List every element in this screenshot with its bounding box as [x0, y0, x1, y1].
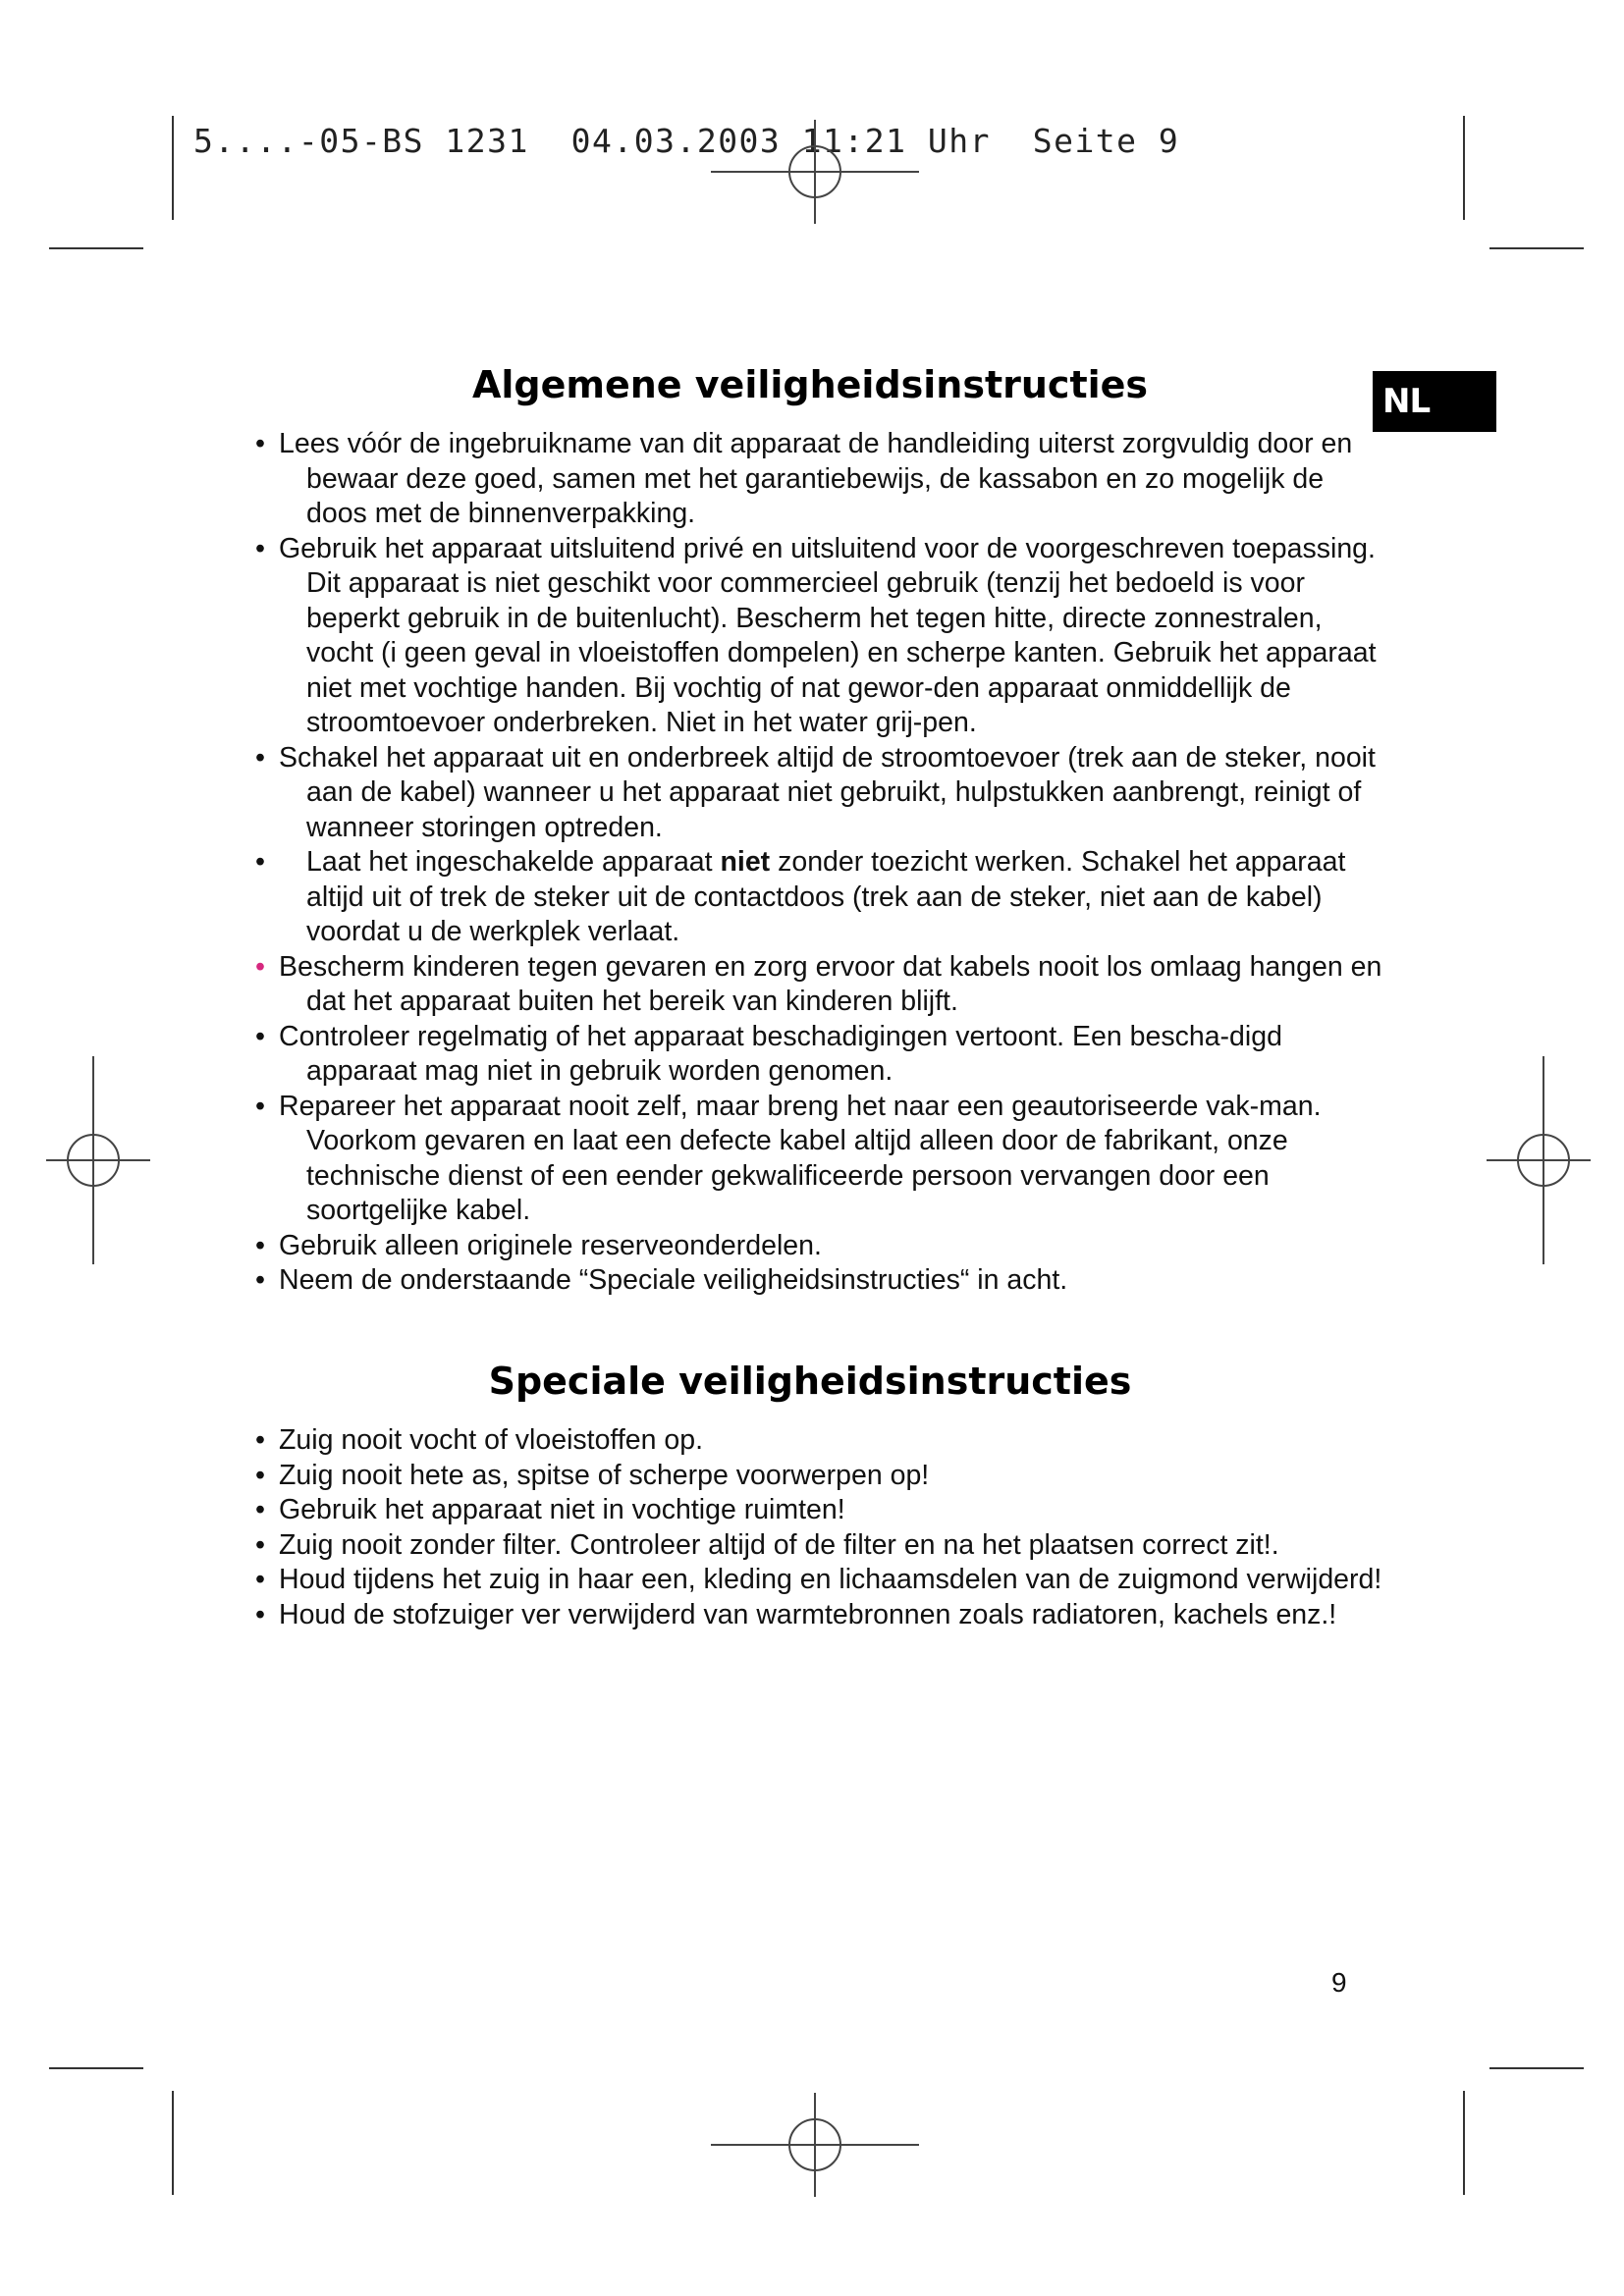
- list-item: • Gebruik het apparaat uitsluitend privé en uitsluitend voor de voorgeschreven toepassing. Dit apparaat is niet geschikt voor commercieel gebruik (tenzij het bedoeld is voor beperkt gebruik in de buitenlucht). Bescherm het tegen hitte, directe zonnestralen, vocht (i geen geval in vloeistoffen dompelen) en scherpe kanten. Gebruik het apparaat niet met vochtige handen. Bij vochtig of nat gewor-den apparaat onmiddellijk de stroomtoevoer onderbreken. Niet in het water grij-pen.: [255, 532, 1377, 738]
- crop-mark-top-left-h: [49, 247, 143, 249]
- list-item: • Houd de stofzuiger ver verwijderd van warmtebronnen zoals radiatoren, kachels enz.!: [255, 1598, 1337, 1630]
- list-item: • Zuig nooit vocht of vloeistoffen op.: [255, 1424, 703, 1456]
- crop-mark-bottom-left: [172, 2091, 174, 2195]
- emphasis-niet: niet: [720, 846, 771, 878]
- crop-mark-bottom-right: [1463, 2091, 1465, 2195]
- list-item: • Repareer het apparaat nooit zelf, maar breng het naar een geautoriseerde vak-man. Voorkom gevaren en laat een defecte kabel altijd alleen door de fabrikant, onze technische dienst of een eender gekwalificeerde persoon vervangen door een soortgelijke kabel.: [255, 1090, 1322, 1226]
- crop-mark-top-right-h: [1489, 247, 1584, 249]
- special-safety-list: [253, 1423, 1382, 1632]
- section-title-special: Speciale veiligheidsinstructies: [488, 1360, 1132, 1403]
- crop-mark-bottom-left-h: [49, 2067, 143, 2069]
- print-header: 5....-05-BS 1231 04.03.2003 11:21 Uhr Seite 9: [193, 122, 1180, 160]
- list-item: • Zuig nooit hete as, spitse of scherpe voorwerpen op!: [255, 1459, 930, 1491]
- registration-mark-top: [707, 118, 923, 226]
- list-item: • Controleer regelmatig of het apparaat beschadigingen vertoont. Een bescha-digd apparaat mag niet in gebruik worden genomen.: [255, 1020, 1282, 1087]
- list-item: • Neem de onderstaande “Speciale veiligheidsinstructies“ in acht.: [255, 1264, 1068, 1296]
- list-item: • Zuig nooit zonder filter. Controleer altijd of de filter en na het plaatsen correct zit!.: [255, 1528, 1279, 1561]
- registration-mark-right: [1485, 1052, 1593, 1268]
- list-item: • Schakel het apparaat uit en onderbreek altijd de stroomtoevoer (trek aan de steker, nooit aan de kabel) wanneer u het apparaat niet gebruikt, hulpstukken aanbrengt, reinigt of wanneer storingen optreden.: [255, 741, 1376, 843]
- list-item: • Laat het ingeschakelde apparaat niet zonder toezicht werken. Schakel het apparaat altijd uit of trek de steker uit de contactdoos (trek aan de steker, niet aan de kabel) voordat u de werkplek verlaat.: [255, 846, 1346, 947]
- registration-mark-left: [44, 1052, 152, 1268]
- pink-bullet: •: [255, 950, 265, 983]
- crop-mark-top-right: [1463, 116, 1465, 220]
- crop-mark-top-left: [172, 116, 174, 220]
- general-safety-list: [253, 427, 1382, 1299]
- section-title-general: Algemene veiligheidsinstructies: [471, 363, 1149, 406]
- list-item: • Gebruik alleen originele reserveonderdelen.: [255, 1229, 822, 1261]
- crop-mark-bottom-right-h: [1489, 2067, 1584, 2069]
- language-tab: NL: [1373, 371, 1496, 432]
- page-number: 9: [1331, 1967, 1347, 1998]
- list-item: • Houd tijdens het zuig in haar een, kleding en lichaamsdelen van de zuigmond verwijderd!: [255, 1564, 1382, 1595]
- list-item: • Gebruik het apparaat niet in vochtige ruimten!: [255, 1494, 845, 1525]
- list-item: • Lees vóór de ingebruikname van dit apparaat de handleiding uiterst zorgvuldig door en bewaar deze goed, samen met het garantiebewijs, de kassabon en zo mogelijk de doos met de binnenverpakking.: [255, 428, 1353, 529]
- list-item: • Bescherm kinderen tegen gevaren en zorg ervoor dat kabels nooit los omlaag hangen en dat het apparaat buiten het bereik van kinderen blijft.: [255, 950, 1382, 1017]
- registration-mark-bottom: [707, 2091, 923, 2199]
